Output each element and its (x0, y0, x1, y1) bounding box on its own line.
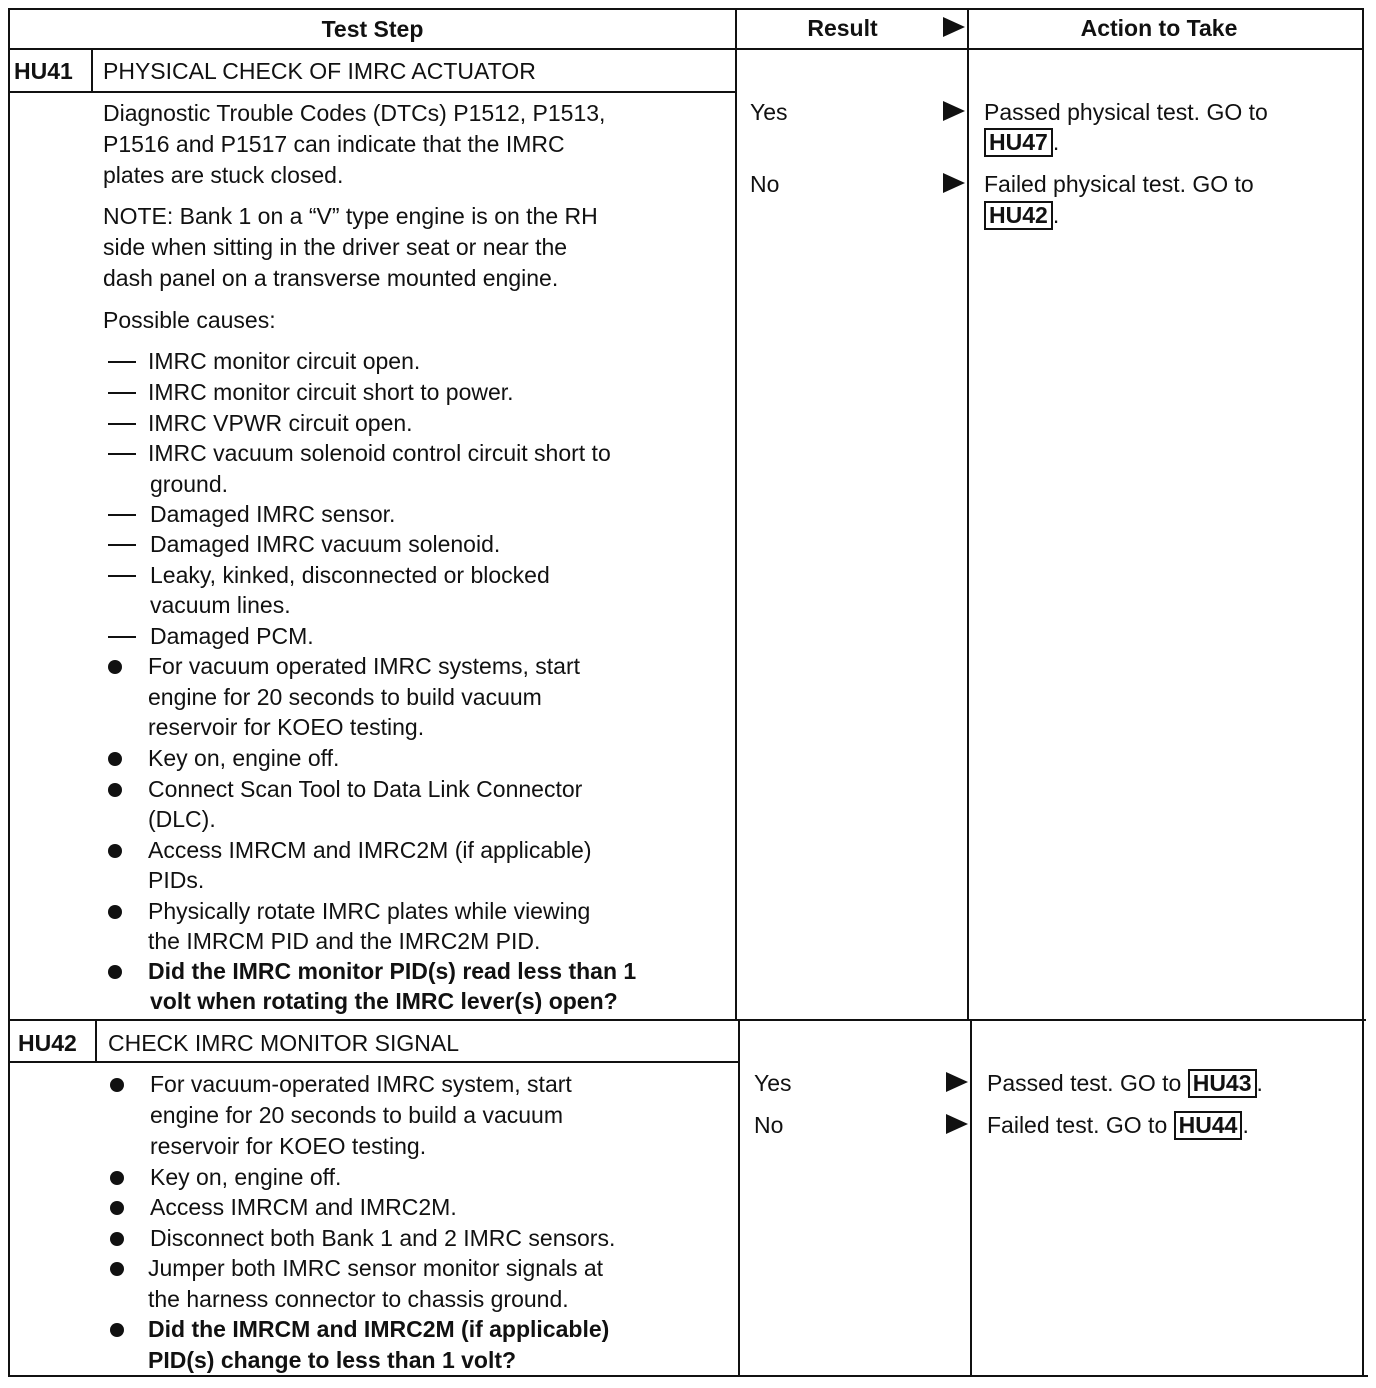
dash-marker (108, 636, 136, 638)
result-column-divider-bottom (738, 1021, 740, 1377)
hu41-no-ref-line (984, 200, 1059, 231)
action-column-divider-top (967, 8, 969, 1021)
bullet-icon (108, 752, 122, 766)
header-test-step: Test Step (321, 16, 424, 42)
step-item-continued: the harness connector to chassis ground. (148, 1286, 569, 1312)
cause-item: IMRC vacuum solenoid control circuit short to (148, 440, 611, 466)
dash-marker (108, 514, 136, 516)
bullet-icon (110, 1323, 124, 1337)
bullet-icon (110, 1201, 124, 1215)
hu41-id-divider (91, 50, 93, 93)
arrow-icon (946, 1114, 968, 1134)
period: . (1256, 1070, 1263, 1096)
period: . (1052, 202, 1060, 228)
bullet-icon (108, 905, 122, 919)
hu41-step-id: HU41 (14, 58, 73, 84)
step-item: For vacuum-operated IMRC system, start (150, 1071, 572, 1097)
bullet-icon (110, 1078, 124, 1092)
hu42-result-no: No (754, 1112, 784, 1138)
bullet-icon (108, 783, 122, 797)
result-column-divider-top (735, 8, 737, 1021)
step-item: Access IMRCM and IMRC2M (if applicable) (148, 837, 592, 863)
hu42-yes-action-line (987, 1068, 1263, 1099)
step-item: Jumper both IMRC sensor monitor signals at (148, 1255, 604, 1281)
step-item-continued: (DLC). (148, 806, 216, 832)
header-result: Result (807, 15, 878, 41)
hu41-note-line: NOTE: Bank 1 on a “V” type engine is on the RH (103, 203, 598, 229)
hu41-no-action: Failed physical test. GO to (984, 171, 1254, 197)
step-item: Physically rotate IMRC plates while viewing (148, 898, 591, 924)
cause-item: Damaged PCM. (150, 623, 314, 649)
cause-item: Damaged IMRC vacuum solenoid. (150, 531, 501, 557)
step-item: Disconnect both Bank 1 and 2 IMRC sensors. (150, 1225, 616, 1251)
dash-marker (108, 453, 136, 455)
bullet-icon (108, 660, 122, 674)
table-border-right (1362, 8, 1364, 1377)
step-item-continued: reservoir for KOEO testing. (148, 714, 425, 740)
step-item-continued: engine for 20 seconds to build a vacuum (150, 1102, 563, 1128)
dash-marker (108, 544, 136, 546)
step-item: Key on, engine off. (148, 745, 340, 771)
bullet-icon (108, 844, 122, 858)
cause-item-continued: vacuum lines. (150, 592, 291, 618)
hu41-note-line: dash panel on a transverse mounted engine. (103, 265, 559, 291)
step-item: For vacuum operated IMRC systems, start (148, 653, 581, 679)
bullet-icon (110, 1232, 124, 1246)
step-reference-link[interactable]: HU44 (1174, 1111, 1243, 1140)
hu42-no-action: Failed test. GO to (987, 1112, 1168, 1138)
period: . (1242, 1112, 1249, 1138)
hu41-intro-line: plates are stuck closed. (103, 162, 344, 188)
hu41-yes-action: Passed physical test. GO to (984, 99, 1268, 125)
section-divider (8, 1019, 1366, 1021)
header-arrow-icon (943, 17, 965, 37)
dash-marker (108, 575, 136, 577)
dash-marker (108, 392, 136, 394)
bullet-icon (110, 1171, 124, 1185)
step-item-continued: PIDs. (148, 867, 205, 893)
step-item: Connect Scan Tool to Data Link Connector (148, 776, 583, 802)
step-item: Key on, engine off. (150, 1164, 342, 1190)
step-reference-link[interactable]: HU43 (1188, 1069, 1257, 1098)
question-text-continued: volt when rotating the IMRC lever(s) open? (150, 988, 618, 1014)
action-column-divider-bottom (970, 1021, 972, 1377)
step-item-continued: engine for 20 seconds to build vacuum (148, 684, 542, 710)
hu42-no-action-line (987, 1110, 1249, 1141)
hu41-title-divider (8, 91, 736, 93)
cause-item: IMRC VPWR circuit open. (148, 410, 413, 436)
hu41-intro-line: P1516 and P1517 can indicate that the IMRC (103, 131, 565, 157)
hu42-title-divider (10, 1061, 738, 1063)
period: . (1052, 129, 1060, 155)
table-border-left (8, 8, 10, 1377)
hu41-intro-line: Diagnostic Trouble Codes (DTCs) P1512, P1513, (103, 100, 606, 126)
bullet-icon (110, 1262, 124, 1276)
step-reference-link[interactable]: HU47 (984, 128, 1053, 157)
hu41-note-line: side when sitting in the driver seat or near the (103, 234, 568, 260)
step-item-continued: the IMRCM PID and the IMRC2M PID. (148, 928, 541, 954)
arrow-icon (943, 101, 965, 121)
hu42-step-id: HU42 (18, 1030, 77, 1056)
hu42-title: CHECK IMRC MONITOR SIGNAL (108, 1030, 459, 1056)
question-text: Did the IMRCM and IMRC2M (if applicable) (148, 1316, 610, 1342)
cause-item: IMRC monitor circuit short to power. (148, 379, 514, 405)
hu41-result-no: No (750, 171, 780, 197)
step-reference-link[interactable]: HU42 (984, 201, 1053, 230)
hu41-yes-ref-line (984, 127, 1059, 158)
hu41-title: PHYSICAL CHECK OF IMRC ACTUATOR (103, 58, 536, 84)
question-text: Did the IMRC monitor PID(s) read less than 1 (148, 958, 637, 984)
step-item-continued: reservoir for KOEO testing. (150, 1133, 427, 1159)
arrow-icon (943, 173, 965, 193)
table-border-top (8, 8, 1364, 10)
cause-item: Leaky, kinked, disconnected or blocked (150, 562, 550, 588)
hu41-result-yes: Yes (750, 99, 788, 125)
header-divider (8, 48, 1364, 50)
cause-item: IMRC monitor circuit open. (148, 348, 421, 374)
cause-item-continued: ground. (150, 471, 229, 497)
hu42-result-yes: Yes (754, 1070, 792, 1096)
header-action: Action to Take (1080, 15, 1238, 41)
hu42-yes-action: Passed test. GO to (987, 1070, 1182, 1096)
step-item: Access IMRCM and IMRC2M. (150, 1194, 457, 1220)
dash-marker (108, 423, 136, 425)
bullet-icon (108, 965, 122, 979)
cause-item: Damaged IMRC sensor. (150, 501, 396, 527)
dash-marker (108, 361, 136, 363)
arrow-icon (946, 1072, 968, 1092)
question-text-continued: PID(s) change to less than 1 volt? (148, 1347, 517, 1373)
hu41-causes-label: Possible causes: (103, 307, 276, 333)
hu42-id-divider (95, 1021, 97, 1063)
